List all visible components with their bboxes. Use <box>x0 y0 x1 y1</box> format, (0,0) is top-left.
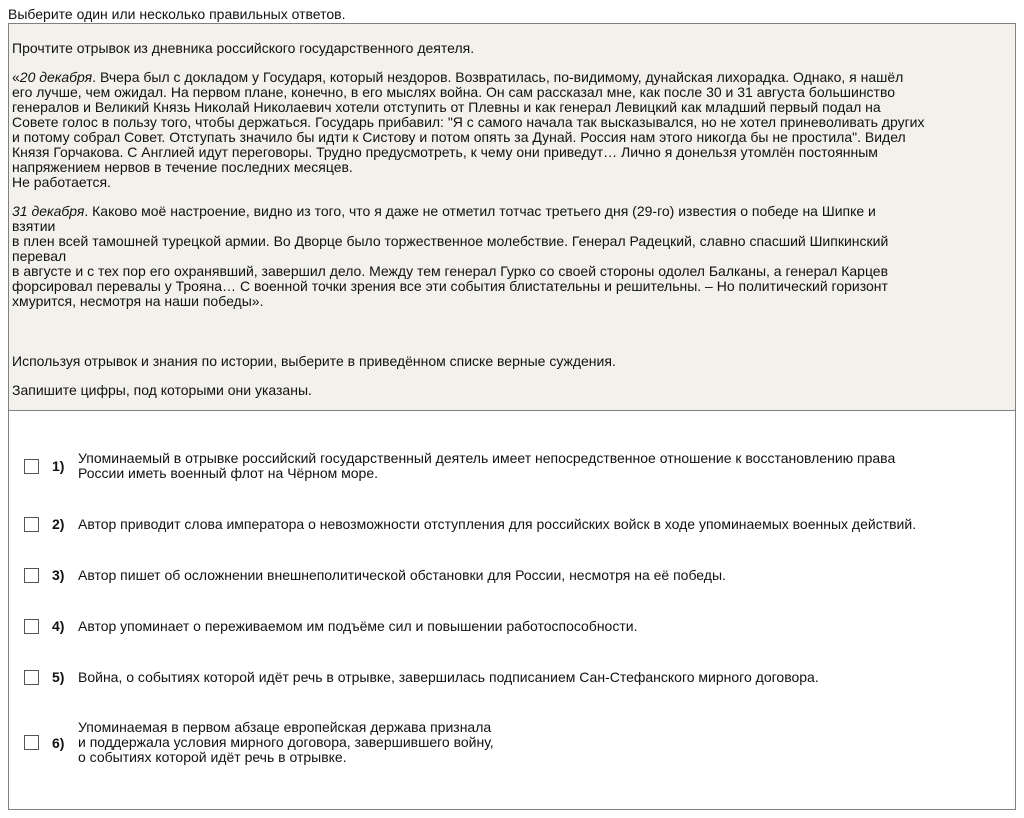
entry-2-line: в плен всей тамошней турецкой армии. Во Дворце было торжественное молебствие. Генерал Радецкий, славно спасший Шипкинский <box>12 233 889 249</box>
diary-entry-2 <box>12 204 1012 309</box>
checkbox[interactable] <box>24 735 39 750</box>
entry-1-line: его лучше, чем ожидал. На первом плане, конечно, в его мыслях война. Он сам рассказал мне, как после 30 и 31 августа большинство <box>12 84 896 100</box>
entry-1-line: генералов и Великий Князь Николай Николаевич хотели отступить от Плевны и как генерал Левицкий как младший первый подал на <box>12 99 881 115</box>
answer-option-1[interactable] <box>9 451 1009 481</box>
passage-panel <box>9 24 1015 411</box>
answer-option-5[interactable] <box>9 669 1009 685</box>
question-subprompt: Запишите цифры, под которыми они указаны. <box>12 382 312 398</box>
diary-entry-1 <box>12 70 1012 190</box>
entry-2-line: . Каково моё настроение, видно из того, что я даже не отметил тотчас третьего дня (29-го) известия о победе на Шипке и <box>84 203 876 219</box>
option-text: Война, о событиях которой идёт речь в отрывке, завершилась подписанием Сан-Стефанского мирного договора. <box>78 668 819 685</box>
checkbox[interactable] <box>24 568 39 583</box>
checkbox[interactable] <box>24 619 39 634</box>
entry-2-line: форсировал перевалы у Трояна… С военной точки зрения все эти события блистательны и решительны. – Но политический горизонт <box>12 278 888 294</box>
option-text: Упоминаемый в отрывке российский государственный деятель имеет непосредственное отношение к восстановлению права России иметь военный флот на Чёрном море. <box>78 450 896 481</box>
entry-2-line: взятии <box>12 218 56 234</box>
option-number: 4) <box>52 618 65 634</box>
entry-2-date: 31 декабря <box>12 203 85 219</box>
option-text: Упоминаемая в первом абзаце европейская держава признала и поддержала условия мирного договора, завершившего войну, о событиях которой идёт речь в отрывке. <box>78 719 494 765</box>
entry-2-line: перевал <box>12 248 67 264</box>
entry-1-date: 20 декабря <box>19 69 93 85</box>
open-quote: « <box>12 69 20 85</box>
checkbox[interactable] <box>24 459 39 474</box>
answer-option-3[interactable] <box>9 567 1009 583</box>
entry-2-line: в августе и с тех пор его охранявший, завершил дело. Между тем генерал Гурко со своей стороны одолел Балканы, а генерал Карцев <box>12 263 889 279</box>
option-text: Автор пишет об осложнении внешнеполитической обстановки для России, несмотря на её победы. <box>78 566 726 583</box>
entry-1-line: Князя Горчакова. С Англией идут переговоры. Трудно предусмотреть, к чему они приведут… Лично я донельзя утомлён постоянным <box>12 144 878 160</box>
option-number: 5) <box>52 669 65 685</box>
entry-1-line: Не работается. <box>12 174 111 190</box>
answer-option-4[interactable] <box>9 618 1009 634</box>
question-prompt: Используя отрывок и знания по истории, выберите в приведённом списке верные суждения. <box>12 353 616 369</box>
option-number: 6) <box>52 734 65 751</box>
option-number: 3) <box>52 567 65 583</box>
option-number: 1) <box>52 458 65 474</box>
option-text: Автор упоминает о переживаемом им подъёме сил и повышении работоспособности. <box>78 617 638 634</box>
entry-1-line: Совете голос в пользу того, чтобы держаться. Государь прибавил: "Я с самого начала так высказывался, но не хотел приневоливать других <box>12 114 925 130</box>
task-instruction: Выберите один или несколько правильных ответов. <box>8 6 346 22</box>
checkbox[interactable] <box>24 517 39 532</box>
option-number: 2) <box>52 516 65 532</box>
answer-option-6[interactable] <box>9 720 1009 765</box>
checkbox[interactable] <box>24 670 39 685</box>
entry-1-line: и потому собрал Совет. Отступать значило бы идти к Систову и потом опять за Дунай. Россия нам этого никогда бы не простила". Видел <box>12 129 906 145</box>
answer-option-2[interactable] <box>9 516 1009 532</box>
task-box <box>8 23 1016 810</box>
entry-2-line: хмурится, несмотря на наши победы». <box>12 293 264 309</box>
entry-1-line: напряжением нервов в течение последних месяцев. <box>12 159 353 175</box>
entry-1-line: . Вчера был с докладом у Государя, который нездоров. Возвратилась, по-видимому, дунайская лихорадка. Однако, я нашёл <box>92 69 904 85</box>
option-text: Автор приводит слова императора о невозможности отступления для российских войск в ходе упоминаемых военных действий. <box>78 515 917 532</box>
passage-intro: Прочтите отрывок из дневника российского государственного деятеля. <box>12 40 475 56</box>
